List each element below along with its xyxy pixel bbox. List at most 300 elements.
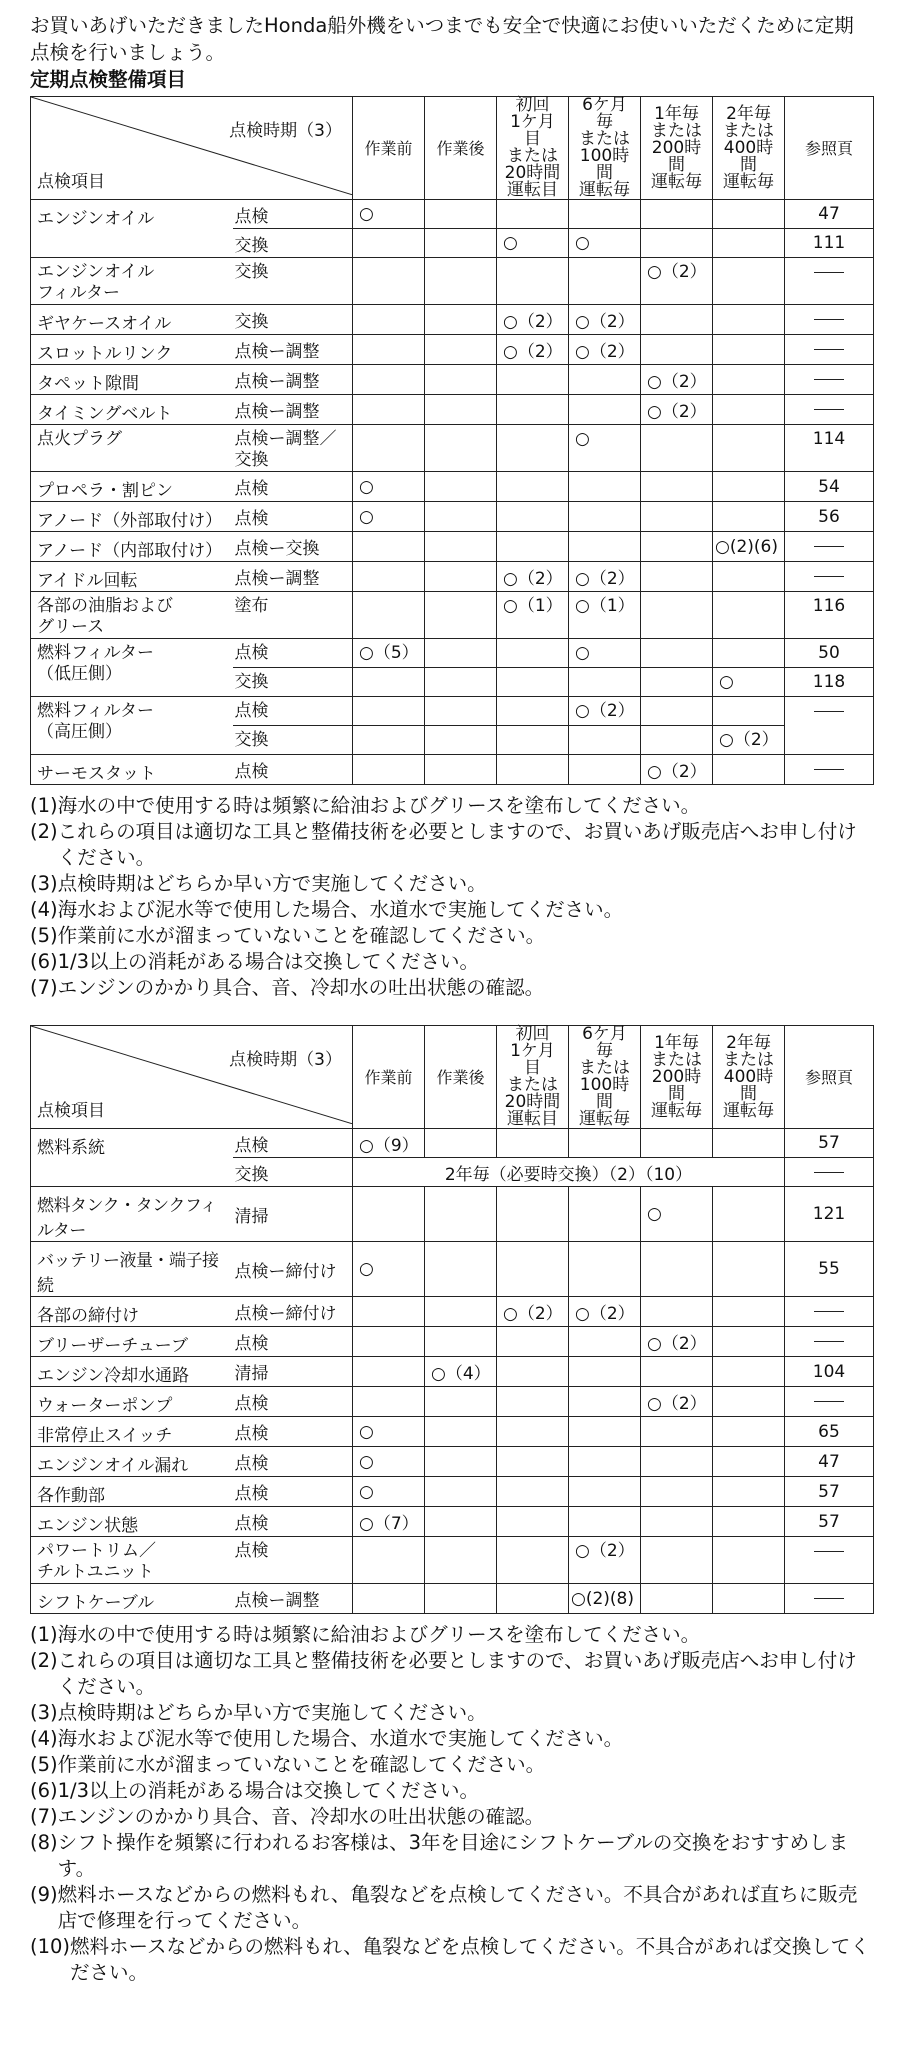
note-number: (8) — [30, 1831, 58, 1854]
row-item-label: ブリーザーチューブ — [31, 1327, 233, 1357]
header-diagonal-cell — [31, 1026, 353, 1129]
row-action-label: 点検ー調整 — [233, 1584, 353, 1614]
interval-cell — [497, 365, 569, 395]
interval-cell — [497, 1507, 569, 1537]
note-item — [30, 1700, 873, 1726]
interval-cell — [569, 755, 641, 785]
note-number: (5) — [30, 1753, 58, 1776]
interval-cell — [353, 1327, 425, 1357]
intro-text: お買いあげいただきましたHonda船外機をいつまでも安全で快適にお使いいただくために定期点検を行いましょう。 — [30, 14, 854, 64]
interval-cell: ○（2） — [569, 1297, 641, 1327]
note-item — [30, 923, 873, 949]
row-action-label: 点検ー締付け — [233, 1297, 353, 1327]
row-page-ref: 57 — [785, 1477, 874, 1507]
row-action-label: 交換 — [233, 668, 353, 697]
interval-cell — [425, 1507, 497, 1537]
interval-cell: ○（9） — [353, 1129, 425, 1158]
dash-mark — [814, 349, 844, 350]
table-row — [31, 1417, 874, 1447]
dash-mark — [814, 379, 844, 380]
interval-cell — [713, 365, 785, 395]
interval-cell — [569, 1187, 641, 1242]
row-page-ref: 50 — [785, 639, 874, 668]
interval-cell — [353, 1387, 425, 1417]
row-item-label: エンジンオイル漏れ — [31, 1447, 233, 1477]
row-item-label: 燃料系統 — [31, 1129, 233, 1187]
dash-mark — [814, 272, 844, 273]
interval-cell — [713, 1537, 785, 1584]
interval-cell: ○ — [569, 229, 641, 258]
note-number: (6) — [30, 1779, 58, 1802]
header-col-2: 初回 1ケ月目 または 20時間 運転目 — [497, 1026, 569, 1129]
note-item — [30, 975, 873, 1001]
note-text: 海水の中で使用する時は頻繁に給油およびグリースを塗布してください。 — [57, 794, 701, 817]
table-row — [31, 200, 874, 229]
interval-cell — [425, 395, 497, 425]
row-page-ref: 57 — [785, 1507, 874, 1537]
interval-cell — [497, 425, 569, 472]
table-row — [31, 305, 874, 335]
interval-cell — [425, 1387, 497, 1417]
row-action-label: 点検 — [233, 472, 353, 502]
interval-cell — [569, 532, 641, 562]
dash-mark — [814, 1172, 844, 1173]
header-col-1: 作業後 — [425, 1026, 497, 1129]
row-page-ref: 111 — [785, 229, 874, 258]
note-item — [30, 1882, 873, 1934]
header-col-0: 作業前 — [353, 97, 425, 200]
interval-cell — [353, 1537, 425, 1584]
note-number: (5) — [30, 924, 58, 947]
row-page-ref: 56 — [785, 502, 874, 532]
interval-cell — [569, 1507, 641, 1537]
interval-cell — [713, 1129, 785, 1158]
interval-cell: ○（2） — [641, 395, 713, 425]
row-action-label: 交換 — [233, 1158, 353, 1187]
table-row — [31, 697, 874, 726]
table-row — [31, 1327, 874, 1357]
row-item-label: エンジンオイル — [31, 200, 233, 258]
interval-cell — [569, 472, 641, 502]
interval-cell: ○（2） — [569, 305, 641, 335]
note-item — [30, 949, 873, 975]
interval-cell: ○ — [569, 639, 641, 668]
interval-cell: ○ — [353, 1417, 425, 1447]
row-span-cell: 2年毎（必要時交換）（2）（10） — [353, 1158, 785, 1187]
header-col-6: 参照頁 — [785, 1026, 874, 1129]
interval-cell — [641, 726, 713, 755]
row-page-ref — [785, 1387, 874, 1417]
row-action-label: 点検 — [233, 1477, 353, 1507]
interval-cell: ○（2） — [641, 1327, 713, 1357]
note-item — [30, 819, 873, 871]
interval-cell: ○ — [713, 668, 785, 697]
note-number: (3) — [30, 872, 58, 895]
interval-cell — [497, 1584, 569, 1614]
dash-mark — [814, 1598, 844, 1599]
interval-cell — [353, 755, 425, 785]
row-item-label: 燃料フィルター （低圧側） — [31, 639, 233, 697]
interval-cell: ○（1） — [497, 592, 569, 639]
interval-cell — [641, 335, 713, 365]
interval-cell: ○（7） — [353, 1507, 425, 1537]
interval-cell — [713, 697, 785, 726]
interval-cell — [713, 1242, 785, 1297]
row-item-label: シフトケーブル — [31, 1584, 233, 1614]
interval-cell: ○（5） — [353, 639, 425, 668]
note-number: (7) — [30, 1805, 58, 1828]
row-action-label: 点検 — [233, 755, 353, 785]
table-row — [31, 1129, 874, 1158]
interval-cell — [641, 1417, 713, 1447]
row-item-label: アノード（外部取付け） — [31, 502, 233, 532]
note-number: (4) — [30, 898, 58, 921]
interval-cell — [713, 395, 785, 425]
interval-cell: ○ — [641, 1187, 713, 1242]
interval-cell — [569, 200, 641, 229]
interval-cell — [569, 395, 641, 425]
table-row — [31, 1187, 874, 1242]
header-col-5: 2年毎 または 400時間 運転毎 — [713, 97, 785, 200]
interval-cell: ○ — [353, 1477, 425, 1507]
row-page-ref — [785, 1158, 874, 1187]
interval-cell — [569, 726, 641, 755]
interval-cell — [569, 1129, 641, 1158]
interval-cell: ○（2） — [497, 335, 569, 365]
row-action-label: 点検ー調整 — [233, 395, 353, 425]
interval-cell — [425, 229, 497, 258]
interval-cell — [425, 502, 497, 532]
interval-cell — [497, 532, 569, 562]
interval-cell: ○(2)(6) — [713, 532, 785, 562]
interval-cell — [497, 502, 569, 532]
interval-cell: ○（2） — [497, 305, 569, 335]
dash-mark — [814, 769, 844, 770]
interval-cell — [713, 502, 785, 532]
interval-cell — [497, 1187, 569, 1242]
interval-cell: ○ — [353, 472, 425, 502]
row-action-label: 交換 — [233, 229, 353, 258]
interval-cell — [353, 305, 425, 335]
interval-cell — [353, 229, 425, 258]
row-action-label: 交換 — [233, 305, 353, 335]
interval-cell — [497, 1327, 569, 1357]
row-page-ref — [785, 365, 874, 395]
note-text: 燃料ホースなどからの燃料もれ、亀裂などを点検してください。不具合があれば交換してください。 — [70, 1935, 870, 1984]
interval-cell — [569, 1447, 641, 1477]
header-period-label: 点検時期（3） — [229, 1050, 342, 1070]
note-text: シフト操作を頻繁に行われるお客様は、3年を目途にシフトケーブルの交換をおすすめします。 — [57, 1831, 849, 1880]
row-item-label: サーモスタット — [31, 755, 233, 785]
note-text: エンジンのかかり具合、音、冷却水の吐出状態の確認。 — [57, 976, 545, 999]
interval-cell — [353, 592, 425, 639]
row-page-ref: 118 — [785, 668, 874, 697]
interval-cell: ○ — [353, 200, 425, 229]
interval-cell — [353, 726, 425, 755]
interval-cell — [641, 668, 713, 697]
interval-cell — [713, 592, 785, 639]
table-row — [31, 1447, 874, 1477]
row-action-label: 点検 — [233, 1129, 353, 1158]
note-text: 海水および泥水等で使用した場合、水道水で実施してください。 — [57, 1727, 624, 1750]
table-row — [31, 365, 874, 395]
table-row — [31, 1357, 874, 1387]
row-action-label: 塗布 — [233, 592, 353, 639]
interval-cell — [569, 1357, 641, 1387]
interval-cell — [497, 1417, 569, 1447]
note-text: 燃料ホースなどからの燃料もれ、亀裂などを点検してください。不具合があれば直ちに販売店で修理を行ってください。 — [57, 1883, 858, 1932]
interval-cell — [353, 335, 425, 365]
interval-cell — [641, 1507, 713, 1537]
row-item-label: 各部の油脂および グリース — [31, 592, 233, 639]
row-page-ref — [785, 1297, 874, 1327]
interval-cell — [353, 532, 425, 562]
row-action-label: 点検 — [233, 1507, 353, 1537]
note-number: (6) — [30, 950, 58, 973]
interval-cell — [713, 1507, 785, 1537]
header-item-label: 点検項目 — [37, 172, 105, 192]
interval-cell: ○（2） — [497, 562, 569, 592]
note-text: これらの項目は適切な工具と整備技術を必要としますので、お買いあげ販売店へお申し付けください。 — [57, 1649, 857, 1698]
interval-cell — [425, 1242, 497, 1297]
header-col-3: 6ケ月毎 または 100時間 運転毎 — [569, 1026, 641, 1129]
interval-cell — [713, 335, 785, 365]
note-item — [30, 1778, 873, 1804]
interval-cell — [497, 1242, 569, 1297]
note-item — [30, 793, 873, 819]
row-item-label: プロペラ・割ピン — [31, 472, 233, 502]
row-page-ref — [785, 697, 874, 755]
row-page-ref: 47 — [785, 1447, 874, 1477]
row-action-label: 清掃 — [233, 1187, 353, 1242]
row-action-label: 点検ー調整 — [233, 562, 353, 592]
dash-mark — [814, 546, 844, 547]
interval-cell — [641, 1447, 713, 1477]
interval-cell — [713, 258, 785, 305]
interval-cell — [425, 532, 497, 562]
note-text: 1/3以上の消耗がある場合は交換してください。 — [57, 950, 480, 973]
dash-mark — [814, 319, 844, 320]
note-item — [30, 1622, 873, 1648]
interval-cell — [641, 1537, 713, 1584]
note-item — [30, 1830, 873, 1882]
row-action-label: 点検 — [233, 1387, 353, 1417]
table-row — [31, 1537, 874, 1584]
row-page-ref — [785, 335, 874, 365]
header-col-2: 初回 1ケ月目 または 20時間 運転目 — [497, 97, 569, 200]
notes-list-1 — [30, 793, 873, 1001]
row-item-label: パワートリム／ チルトユニット — [31, 1537, 233, 1584]
note-text: 点検時期はどちらか早い方で実施してください。 — [57, 872, 487, 895]
interval-cell — [713, 1357, 785, 1387]
interval-cell — [713, 305, 785, 335]
row-item-label: 燃料タンク・タンクフィルター — [31, 1187, 233, 1242]
row-item-label: エンジンオイル フィルター — [31, 258, 233, 305]
interval-cell — [641, 562, 713, 592]
interval-cell — [569, 1477, 641, 1507]
interval-cell — [425, 1327, 497, 1357]
interval-cell — [641, 472, 713, 502]
interval-cell — [641, 1477, 713, 1507]
interval-cell — [641, 1129, 713, 1158]
note-number: (7) — [30, 976, 58, 999]
interval-cell — [425, 755, 497, 785]
interval-cell: ○（2） — [569, 562, 641, 592]
interval-cell: ○（2） — [641, 365, 713, 395]
interval-cell — [713, 1447, 785, 1477]
interval-cell — [353, 1584, 425, 1614]
row-page-ref — [785, 305, 874, 335]
interval-cell — [713, 1387, 785, 1417]
interval-cell: ○ — [353, 502, 425, 532]
interval-cell — [425, 1417, 497, 1447]
interval-cell — [425, 1297, 497, 1327]
row-page-ref: 65 — [785, 1417, 874, 1447]
table-row — [31, 532, 874, 562]
interval-cell — [425, 472, 497, 502]
interval-cell — [497, 1537, 569, 1584]
header-col-4: 1年毎 または 200時間 運転毎 — [641, 97, 713, 200]
interval-cell — [641, 1242, 713, 1297]
schedule-table-2 — [30, 1025, 874, 1614]
row-page-ref: 47 — [785, 200, 874, 229]
interval-cell — [497, 639, 569, 668]
interval-cell — [569, 365, 641, 395]
row-action-label: 点検 — [233, 502, 353, 532]
note-number: (10) — [30, 1935, 71, 1958]
interval-cell — [425, 592, 497, 639]
interval-cell: ○ — [497, 229, 569, 258]
interval-cell — [353, 258, 425, 305]
interval-cell — [497, 697, 569, 726]
interval-cell — [569, 1417, 641, 1447]
interval-cell — [425, 1129, 497, 1158]
table-row — [31, 1584, 874, 1614]
note-number: (2) — [30, 1649, 58, 1672]
row-item-label: アノード（内部取付け） — [31, 532, 233, 562]
interval-cell — [641, 502, 713, 532]
row-item-label: 燃料フィルター （高圧側） — [31, 697, 233, 755]
table-row — [31, 335, 874, 365]
table-row — [31, 562, 874, 592]
dash-mark — [814, 1551, 844, 1552]
interval-cell: ○（2） — [569, 1537, 641, 1584]
table-row — [31, 1242, 874, 1297]
table-row — [31, 1507, 874, 1537]
dash-mark — [814, 1341, 844, 1342]
row-page-ref: 104 — [785, 1357, 874, 1387]
interval-cell — [497, 395, 569, 425]
note-text: 作業前に水が溜まっていないことを確認してください。 — [57, 924, 546, 947]
interval-cell — [569, 1242, 641, 1297]
row-item-label: エンジン冷却水通路 — [31, 1357, 233, 1387]
table-row — [31, 425, 874, 472]
row-action-label: 清掃 — [233, 1357, 353, 1387]
interval-cell — [425, 726, 497, 755]
interval-cell — [425, 1584, 497, 1614]
note-text: これらの項目は適切な工具と整備技術を必要としますので、お買いあげ販売店へお申し付けください。 — [57, 820, 857, 869]
row-item-label: 各部の締付け — [31, 1297, 233, 1327]
note-text: 海水の中で使用する時は頻繁に給油およびグリースを塗布してください。 — [57, 1623, 701, 1646]
row-page-ref: 55 — [785, 1242, 874, 1297]
note-item — [30, 1804, 873, 1830]
row-action-label: 点検ー交換 — [233, 532, 353, 562]
note-number: (4) — [30, 1727, 58, 1750]
interval-cell: ○（2） — [569, 335, 641, 365]
interval-cell — [497, 1129, 569, 1158]
header-item-label: 点検項目 — [37, 1101, 105, 1121]
interval-cell — [497, 755, 569, 785]
row-action-label: 点検 — [233, 697, 353, 726]
interval-cell: ○（2） — [641, 755, 713, 785]
row-page-ref — [785, 562, 874, 592]
interval-cell — [641, 639, 713, 668]
interval-cell — [497, 668, 569, 697]
table-row — [31, 502, 874, 532]
row-page-ref: 121 — [785, 1187, 874, 1242]
row-item-label: スロットルリンク — [31, 335, 233, 365]
row-page-ref: 57 — [785, 1129, 874, 1158]
header-col-0: 作業前 — [353, 1026, 425, 1129]
interval-cell — [713, 1584, 785, 1614]
interval-cell — [497, 258, 569, 305]
row-item-label: エンジン状態 — [31, 1507, 233, 1537]
note-text: 点検時期はどちらか早い方で実施してください。 — [57, 1701, 487, 1724]
interval-cell — [497, 1477, 569, 1507]
row-page-ref — [785, 258, 874, 305]
interval-cell: ○（2） — [497, 1297, 569, 1327]
row-action-label: 点検 — [233, 1417, 353, 1447]
dash-mark — [814, 1311, 844, 1312]
table-row — [31, 592, 874, 639]
interval-cell: ○（2） — [713, 726, 785, 755]
header-row — [31, 1026, 874, 1129]
interval-cell — [353, 1187, 425, 1242]
interval-cell — [641, 229, 713, 258]
interval-cell — [641, 305, 713, 335]
note-number: (2) — [30, 820, 58, 843]
interval-cell — [713, 425, 785, 472]
interval-cell — [641, 532, 713, 562]
row-item-label: ギヤケースオイル — [31, 305, 233, 335]
row-action-label: 点検 — [233, 1447, 353, 1477]
interval-cell — [425, 668, 497, 697]
header-col-3: 6ケ月毎 または 100時間 運転毎 — [569, 97, 641, 200]
interval-cell — [569, 258, 641, 305]
row-page-ref — [785, 1584, 874, 1614]
header-col-4: 1年毎 または 200時間 運転毎 — [641, 1026, 713, 1129]
row-item-label: 各作動部 — [31, 1477, 233, 1507]
note-item — [30, 1726, 873, 1752]
interval-cell — [713, 639, 785, 668]
row-item-label: タイミングベルト — [31, 395, 233, 425]
interval-cell — [425, 305, 497, 335]
interval-cell — [353, 697, 425, 726]
interval-cell — [353, 668, 425, 697]
row-action-label: 点検ー調整 — [233, 335, 353, 365]
table-row — [31, 639, 874, 668]
interval-cell — [641, 592, 713, 639]
row-page-ref — [785, 395, 874, 425]
interval-cell — [353, 395, 425, 425]
header-period-label: 点検時期（3） — [229, 121, 342, 141]
row-item-label: アイドル回転 — [31, 562, 233, 592]
row-page-ref: 54 — [785, 472, 874, 502]
note-number: (9) — [30, 1883, 58, 1906]
row-page-ref: 116 — [785, 592, 874, 639]
row-action-label: 点検ー調整 — [233, 365, 353, 395]
interval-cell: ○ — [569, 425, 641, 472]
